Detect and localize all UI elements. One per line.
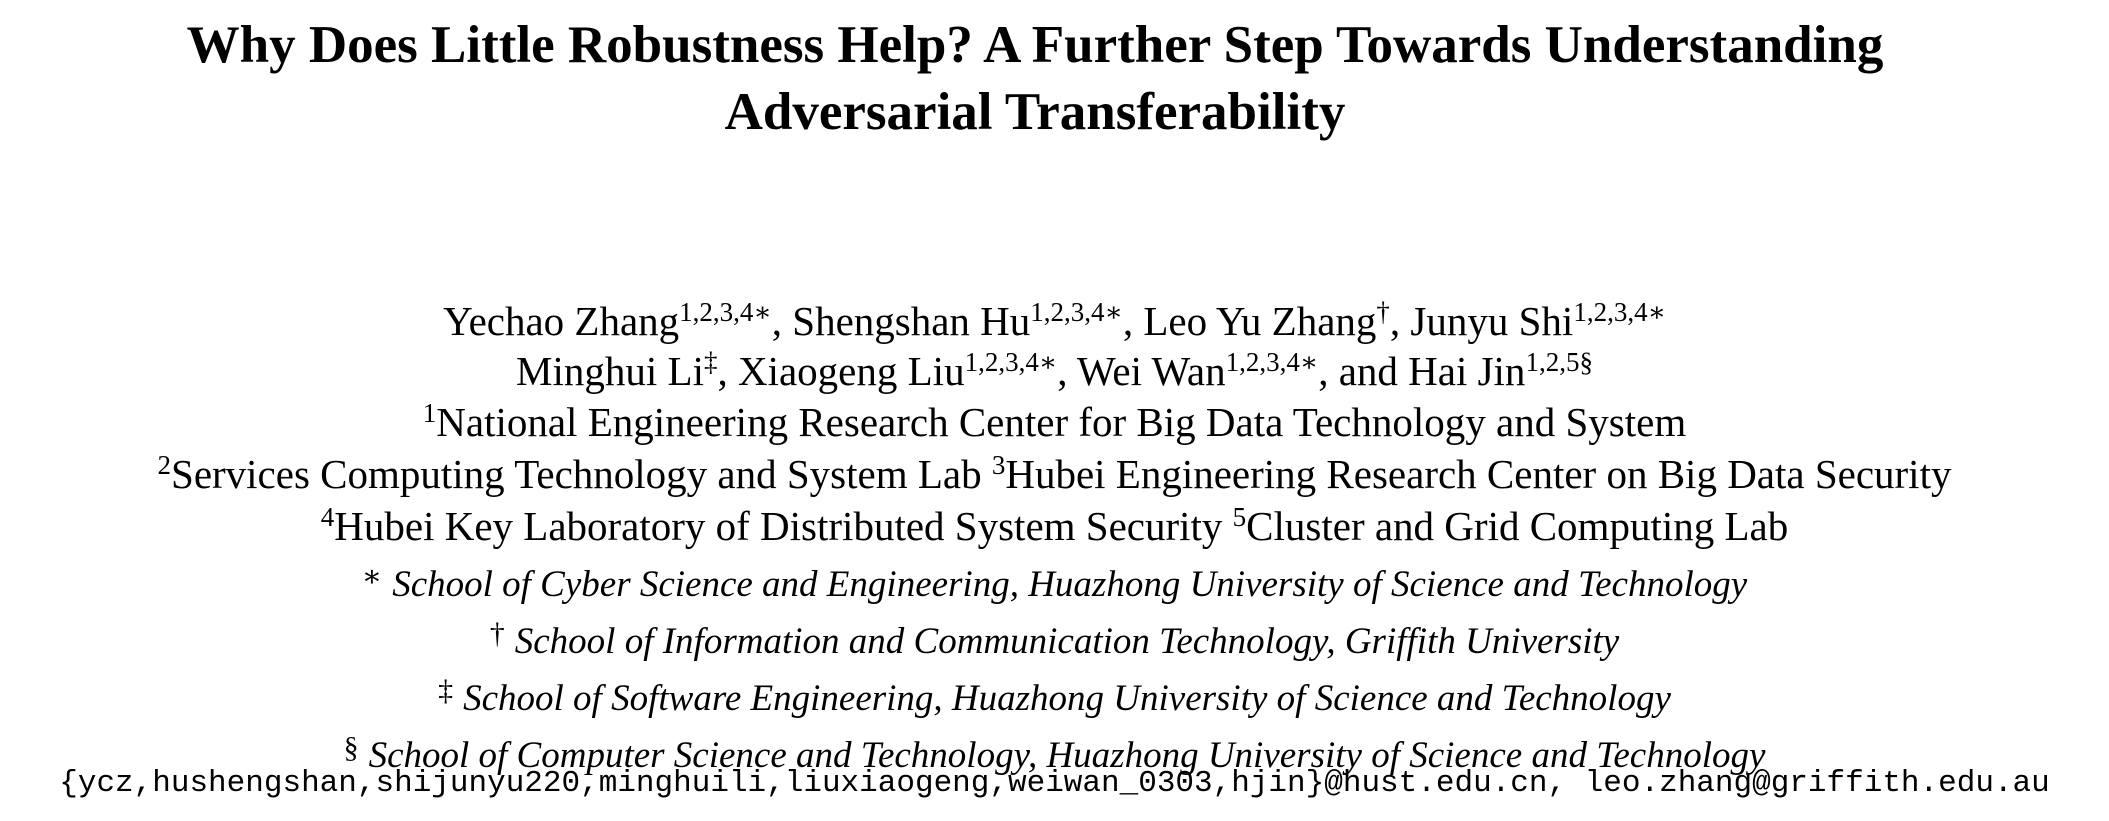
affiliation-number: 2: [157, 450, 172, 480]
author-separator: ,: [1389, 298, 1411, 344]
author-separator: ,: [1057, 348, 1077, 394]
author-separator: ,: [1318, 348, 1339, 394]
affiliation-number: 3: [991, 450, 1006, 480]
author-name: Wei Wan: [1076, 348, 1226, 394]
paper-title: [0, 12, 2070, 146]
author-separator: ,: [717, 348, 738, 394]
author-name: Minghui Li: [516, 348, 704, 394]
author-row: [0, 346, 2109, 396]
affiliation-number: 1: [422, 398, 437, 428]
affiliation-row: [0, 500, 2109, 552]
author-name: Leo Yu Zhang: [1143, 298, 1377, 344]
affiliation-marks: †: [1376, 297, 1390, 327]
school-name: School of Computer Science and Technology, Huazhong University of Science and Technology: [368, 735, 1766, 776]
author-separator: ,: [1122, 298, 1144, 344]
author-name: Shengshan Hu: [792, 298, 1031, 344]
affiliation-list: [0, 396, 2109, 552]
school-name: School of Information and Communication Technology, Griffith University: [514, 621, 1620, 662]
affiliation-number: 4: [320, 502, 335, 532]
school-mark: §: [343, 731, 359, 764]
affiliation-marks: 1,2,5§: [1525, 347, 1593, 377]
school-name: School of Cyber Science and Engineering, Huazhong University of Science and Technology: [392, 564, 1748, 605]
affiliation-marks: 1,2,3,4∗: [964, 347, 1058, 377]
school-row: [0, 552, 2109, 609]
affiliation-marks: 1,2,3,4∗: [1030, 297, 1123, 327]
author-name: Junyu Shi: [1410, 298, 1574, 344]
author-row: [0, 296, 2109, 346]
affiliation-text: Hubei Key Laboratory of Distributed System Security: [334, 503, 1233, 549]
affiliation-number: 5: [1232, 502, 1247, 532]
affiliation-text: Hubei Engineering Research Center on Big Data Security: [1005, 451, 1952, 497]
affiliation-marks: 1,2,3,4∗: [1573, 297, 1666, 327]
author-name: Yechao Zhang: [443, 298, 680, 344]
affiliation-marks: 1,2,3,4∗: [1225, 347, 1319, 377]
author-list: [0, 296, 2109, 396]
affiliation-text: Services Computing Technology and System Lab: [171, 451, 992, 497]
school-mark: †: [489, 617, 505, 650]
school-list: [0, 552, 2109, 780]
school-row: [0, 609, 2109, 666]
school-mark: ∗: [361, 560, 383, 593]
school-mark: ‡: [438, 674, 454, 707]
author-separator: ,: [771, 298, 793, 344]
author-name: Xiaogeng Liu: [737, 348, 965, 394]
affiliation-marks: 1,2,3,4∗: [679, 297, 772, 327]
affiliation-marks: ‡: [703, 347, 718, 377]
title-line-2: Adversarial Transferability: [724, 83, 1346, 141]
author-name: and Hai Jin: [1338, 348, 1526, 394]
email-line: {ycz,hushengshan,shijunyu220,minghuili,liuxiaogeng,weiwan_0303,hjin}@hust.edu.cn, leo.zhang@griffith.edu.au: [59, 766, 2050, 801]
affiliation-row: [0, 396, 2109, 448]
title-line-1: Why Does Little Robustness Help? A Further Step Towards Understanding: [186, 16, 1884, 74]
school-name: School of Software Engineering, Huazhong University of Science and Technology: [463, 678, 1671, 719]
author-block: [0, 296, 2109, 780]
affiliation-row: [0, 448, 2109, 500]
school-row: [0, 666, 2109, 723]
affiliation-text: National Engineering Research Center for Big Data Technology and System: [436, 399, 1687, 445]
affiliation-text: Cluster and Grid Computing Lab: [1246, 503, 1789, 549]
